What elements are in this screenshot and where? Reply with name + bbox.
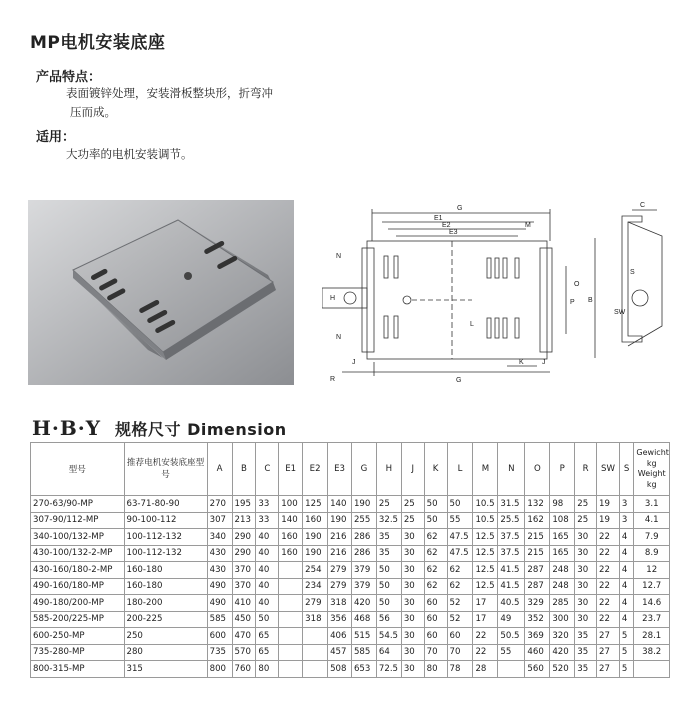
value-cell: 190 <box>303 545 328 562</box>
value-cell: 27 <box>597 661 620 678</box>
table-row <box>31 545 670 562</box>
value-cell: 287 <box>525 578 550 595</box>
value-cell: 30 <box>575 578 597 595</box>
motor-base-cell: 315 <box>124 661 207 678</box>
value-cell: 40 <box>256 529 279 546</box>
header-model: 型号 <box>31 443 125 496</box>
dimension-section-header <box>32 416 287 440</box>
table-row <box>31 578 670 595</box>
value-cell: 5 <box>619 628 634 645</box>
features-line-1: 表面镀锌处理，安装滑板整块形，折弯冲 <box>66 86 273 100</box>
header-M: M <box>473 443 498 496</box>
value-cell: 370 <box>232 578 256 595</box>
value-cell: 19 <box>597 512 620 529</box>
value-cell <box>634 661 670 678</box>
value-cell: 30 <box>575 611 597 628</box>
header-R: R <box>575 443 597 496</box>
value-cell: 290 <box>232 529 256 546</box>
label-E1: E1 <box>434 215 443 222</box>
value-cell: 78 <box>447 661 473 678</box>
value-cell: 19 <box>597 496 620 513</box>
label-H: H <box>330 295 336 302</box>
value-cell: 215 <box>525 545 550 562</box>
value-cell: 470 <box>232 628 256 645</box>
value-cell: 4 <box>619 545 634 562</box>
label-L: L <box>470 321 474 328</box>
value-cell: 3.1 <box>634 496 670 513</box>
value-cell: 12.5 <box>473 545 498 562</box>
value-cell: 40 <box>256 562 279 579</box>
value-cell: 62 <box>424 562 447 579</box>
product-photo <box>28 200 294 385</box>
hby-logo: H·B·Y <box>32 416 102 440</box>
value-cell: 64 <box>376 644 401 661</box>
value-cell: 300 <box>550 611 575 628</box>
table-row <box>31 628 670 645</box>
value-cell: 22 <box>473 628 498 645</box>
value-cell: 72.5 <box>376 661 401 678</box>
label-C: C <box>640 202 646 209</box>
value-cell: 508 <box>328 661 352 678</box>
value-cell: 54.5 <box>376 628 401 645</box>
value-cell: 47.5 <box>447 545 473 562</box>
value-cell: 70 <box>424 644 447 661</box>
model-cell: 600-250-MP <box>31 628 125 645</box>
value-cell: 279 <box>328 562 352 579</box>
value-cell: 460 <box>525 644 550 661</box>
header-E1: E1 <box>279 443 303 496</box>
value-cell: 279 <box>303 595 328 612</box>
value-cell <box>279 628 303 645</box>
value-cell <box>498 661 525 678</box>
value-cell <box>303 628 328 645</box>
label-O: O <box>574 281 580 288</box>
value-cell: 62 <box>424 545 447 562</box>
motor-base-cell: 100-112-132 <box>124 545 207 562</box>
value-cell: 585 <box>207 611 232 628</box>
value-cell <box>303 661 328 678</box>
value-cell: 98 <box>550 496 575 513</box>
value-cell: 318 <box>303 611 328 628</box>
value-cell: 25 <box>575 496 597 513</box>
value-cell: 4 <box>619 529 634 546</box>
value-cell: 279 <box>328 578 352 595</box>
value-cell: 14.6 <box>634 595 670 612</box>
header-H: H <box>376 443 401 496</box>
header-E3: E3 <box>328 443 352 496</box>
value-cell: 356 <box>328 611 352 628</box>
value-cell: 12.5 <box>473 578 498 595</box>
motor-base-cell: 63-71-80-90 <box>124 496 207 513</box>
value-cell: 30 <box>401 661 424 678</box>
value-cell: 30 <box>401 529 424 546</box>
value-cell: 585 <box>351 644 376 661</box>
value-cell: 165 <box>550 545 575 562</box>
value-cell: 430 <box>207 562 232 579</box>
value-cell: 33 <box>256 496 279 513</box>
value-cell: 468 <box>351 611 376 628</box>
value-cell: 213 <box>232 512 256 529</box>
value-cell: 25 <box>401 496 424 513</box>
usage-heading: 适用： <box>36 130 76 145</box>
value-cell: 248 <box>550 562 575 579</box>
value-cell: 420 <box>351 595 376 612</box>
label-J-left: J <box>352 359 356 366</box>
dimension-table <box>30 442 670 678</box>
value-cell: 379 <box>351 578 376 595</box>
value-cell: 50 <box>376 595 401 612</box>
value-cell: 352 <box>525 611 550 628</box>
value-cell: 760 <box>232 661 256 678</box>
value-cell: 60 <box>447 628 473 645</box>
dimension-drawing <box>322 196 674 388</box>
value-cell <box>279 661 303 678</box>
table-row <box>31 512 670 529</box>
value-cell: 62 <box>447 562 473 579</box>
value-cell: 56 <box>376 611 401 628</box>
label-E2: E2 <box>442 222 451 229</box>
value-cell: 60 <box>424 611 447 628</box>
value-cell: 31.5 <box>498 496 525 513</box>
value-cell <box>279 595 303 612</box>
value-cell: 50 <box>376 578 401 595</box>
value-cell: 22 <box>597 578 620 595</box>
value-cell: 270 <box>207 496 232 513</box>
value-cell: 35 <box>376 545 401 562</box>
value-cell: 420 <box>550 644 575 661</box>
value-cell: 30 <box>401 562 424 579</box>
motor-base-cell: 200-225 <box>124 611 207 628</box>
value-cell: 60 <box>424 628 447 645</box>
value-cell: 30 <box>401 611 424 628</box>
motor-base-cell: 160-180 <box>124 562 207 579</box>
value-cell: 285 <box>550 595 575 612</box>
value-cell: 12.5 <box>473 562 498 579</box>
label-SW: SW <box>614 309 626 316</box>
value-cell: 307 <box>207 512 232 529</box>
value-cell: 450 <box>232 611 256 628</box>
value-cell: 80 <box>424 661 447 678</box>
value-cell: 50 <box>424 496 447 513</box>
table-row <box>31 529 670 546</box>
value-cell <box>303 644 328 661</box>
value-cell: 22 <box>597 595 620 612</box>
motor-base-cell: 250 <box>124 628 207 645</box>
value-cell: 25 <box>575 512 597 529</box>
value-cell: 160 <box>303 512 328 529</box>
value-cell: 254 <box>303 562 328 579</box>
value-cell: 35 <box>575 628 597 645</box>
value-cell: 22 <box>597 529 620 546</box>
header-N: N <box>498 443 525 496</box>
header-A: A <box>207 443 232 496</box>
value-cell: 165 <box>550 529 575 546</box>
value-cell: 25 <box>376 496 401 513</box>
value-cell: 12 <box>634 562 670 579</box>
value-cell: 108 <box>550 512 575 529</box>
table-row <box>31 644 670 661</box>
model-cell: 270-63/90-MP <box>31 496 125 513</box>
header-SW: SW <box>597 443 620 496</box>
value-cell: 37.5 <box>498 529 525 546</box>
value-cell: 37.5 <box>498 545 525 562</box>
header-S: S <box>619 443 634 496</box>
value-cell: 47.5 <box>447 529 473 546</box>
value-cell: 55 <box>447 512 473 529</box>
header-motor-base: 推荐电机安装底座型号 <box>124 443 207 496</box>
value-cell: 190 <box>328 512 352 529</box>
table-header-row <box>31 443 670 496</box>
model-cell: 585-200/225-MP <box>31 611 125 628</box>
value-cell: 60 <box>424 595 447 612</box>
value-cell: 28.1 <box>634 628 670 645</box>
value-cell: 3 <box>619 512 634 529</box>
value-cell: 162 <box>525 512 550 529</box>
value-cell: 286 <box>351 545 376 562</box>
usage-text: 大功率的电机安装调节。 <box>66 147 193 161</box>
value-cell: 190 <box>351 496 376 513</box>
value-cell: 10.5 <box>473 512 498 529</box>
model-cell: 490-160/180-MP <box>31 578 125 595</box>
value-cell: 287 <box>525 562 550 579</box>
value-cell: 406 <box>328 628 352 645</box>
value-cell: 140 <box>328 496 352 513</box>
header-weight: Gewicht kg Weight kg <box>634 443 670 496</box>
value-cell: 4.1 <box>634 512 670 529</box>
value-cell: 379 <box>351 562 376 579</box>
header-L: L <box>447 443 473 496</box>
value-cell <box>279 562 303 579</box>
value-cell: 65 <box>256 628 279 645</box>
value-cell: 5 <box>619 644 634 661</box>
header-P: P <box>550 443 575 496</box>
value-cell: 653 <box>351 661 376 678</box>
value-cell: 40 <box>256 545 279 562</box>
header-O: O <box>525 443 550 496</box>
value-cell: 318 <box>328 595 352 612</box>
value-cell: 49 <box>498 611 525 628</box>
value-cell: 520 <box>550 661 575 678</box>
label-G-top: G <box>457 205 463 212</box>
table-row <box>31 661 670 678</box>
header-K: K <box>424 443 447 496</box>
value-cell: 22 <box>473 644 498 661</box>
value-cell: 27 <box>597 628 620 645</box>
value-cell: 50 <box>424 512 447 529</box>
label-R: R <box>330 376 336 383</box>
model-cell: 430-100/132-2-MP <box>31 545 125 562</box>
value-cell: 70 <box>447 644 473 661</box>
value-cell: 560 <box>525 661 550 678</box>
label-E3: E3 <box>449 229 458 236</box>
value-cell: 30 <box>575 529 597 546</box>
value-cell: 735 <box>207 644 232 661</box>
motor-base-cell: 280 <box>124 644 207 661</box>
value-cell: 62 <box>424 529 447 546</box>
value-cell: 255 <box>351 512 376 529</box>
value-cell: 195 <box>232 496 256 513</box>
value-cell: 62 <box>447 578 473 595</box>
model-cell: 800-315-MP <box>31 661 125 678</box>
motor-base-cell: 90-100-112 <box>124 512 207 529</box>
value-cell: 17 <box>473 595 498 612</box>
table-row <box>31 611 670 628</box>
value-cell: 12.5 <box>473 529 498 546</box>
value-cell: 25 <box>401 512 424 529</box>
value-cell: 32.5 <box>376 512 401 529</box>
value-cell: 27 <box>597 644 620 661</box>
value-cell: 35 <box>575 661 597 678</box>
model-cell: 340-100/132-MP <box>31 529 125 546</box>
value-cell: 3 <box>619 496 634 513</box>
header-G: G <box>351 443 376 496</box>
label-B: B <box>588 297 593 304</box>
value-cell: 50 <box>447 496 473 513</box>
value-cell: 30 <box>575 545 597 562</box>
value-cell: 457 <box>328 644 352 661</box>
header-C: C <box>256 443 279 496</box>
value-cell: 515 <box>351 628 376 645</box>
value-cell <box>279 611 303 628</box>
model-cell: 307-90/112-MP <box>31 512 125 529</box>
value-cell: 8.9 <box>634 545 670 562</box>
value-cell: 4 <box>619 611 634 628</box>
value-cell: 50 <box>256 611 279 628</box>
value-cell: 490 <box>207 578 232 595</box>
value-cell: 369 <box>525 628 550 645</box>
value-cell: 30 <box>575 595 597 612</box>
value-cell: 370 <box>232 562 256 579</box>
value-cell: 490 <box>207 595 232 612</box>
value-cell: 65 <box>256 644 279 661</box>
value-cell: 10.5 <box>473 496 498 513</box>
value-cell: 35 <box>575 644 597 661</box>
value-cell: 320 <box>550 628 575 645</box>
motor-base-cell: 180-200 <box>124 595 207 612</box>
value-cell: 30 <box>401 628 424 645</box>
label-K: K <box>519 359 524 366</box>
value-cell: 5 <box>619 661 634 678</box>
value-cell: 410 <box>232 595 256 612</box>
value-cell: 329 <box>525 595 550 612</box>
value-cell: 7.9 <box>634 529 670 546</box>
value-cell: 41.5 <box>498 578 525 595</box>
value-cell: 248 <box>550 578 575 595</box>
header-E2: E2 <box>303 443 328 496</box>
table-row <box>31 496 670 513</box>
value-cell: 30 <box>575 562 597 579</box>
value-cell: 30 <box>401 595 424 612</box>
value-cell <box>279 578 303 595</box>
value-cell: 23.7 <box>634 611 670 628</box>
label-N-top: N <box>336 253 342 260</box>
value-cell: 286 <box>351 529 376 546</box>
label-J-right: J <box>542 359 546 366</box>
label-S: S <box>630 269 635 276</box>
value-cell: 40 <box>256 578 279 595</box>
features-line-2: 压而成。 <box>70 105 116 119</box>
value-cell: 28 <box>473 661 498 678</box>
value-cell: 30 <box>401 545 424 562</box>
value-cell: 234 <box>303 578 328 595</box>
value-cell: 140 <box>279 512 303 529</box>
section-title: 规格尺寸 Dimension <box>115 419 287 439</box>
table-row <box>31 562 670 579</box>
value-cell: 132 <box>525 496 550 513</box>
label-G-bottom: G <box>456 377 462 384</box>
value-cell: 17 <box>473 611 498 628</box>
table-row <box>31 595 670 612</box>
page-title: MP电机安装底座 <box>30 33 166 53</box>
value-cell: 50 <box>376 562 401 579</box>
features-heading: 产品特点： <box>36 70 102 85</box>
label-N-bottom: N <box>336 334 342 341</box>
value-cell: 22 <box>597 562 620 579</box>
value-cell: 4 <box>619 578 634 595</box>
value-cell: 22 <box>597 545 620 562</box>
value-cell: 216 <box>328 545 352 562</box>
value-cell: 216 <box>328 529 352 546</box>
model-cell: 430-160/180-2-MP <box>31 562 125 579</box>
value-cell: 41.5 <box>498 562 525 579</box>
value-cell: 160 <box>279 545 303 562</box>
value-cell: 52 <box>447 611 473 628</box>
label-P: P <box>570 299 575 306</box>
model-cell: 490-180/200-MP <box>31 595 125 612</box>
value-cell: 30 <box>401 644 424 661</box>
value-cell: 30 <box>401 578 424 595</box>
value-cell: 190 <box>303 529 328 546</box>
value-cell: 12.7 <box>634 578 670 595</box>
value-cell <box>279 644 303 661</box>
motor-base-cell: 160-180 <box>124 578 207 595</box>
value-cell: 430 <box>207 545 232 562</box>
header-J: J <box>401 443 424 496</box>
value-cell: 4 <box>619 595 634 612</box>
value-cell: 25.5 <box>498 512 525 529</box>
value-cell: 38.2 <box>634 644 670 661</box>
motor-base-cell: 100-112-132 <box>124 529 207 546</box>
value-cell: 100 <box>279 496 303 513</box>
value-cell: 125 <box>303 496 328 513</box>
value-cell: 33 <box>256 512 279 529</box>
value-cell: 22 <box>597 611 620 628</box>
value-cell: 4 <box>619 562 634 579</box>
label-M: M <box>525 222 531 229</box>
value-cell: 40.5 <box>498 595 525 612</box>
value-cell: 35 <box>376 529 401 546</box>
value-cell: 290 <box>232 545 256 562</box>
value-cell: 340 <box>207 529 232 546</box>
value-cell: 570 <box>232 644 256 661</box>
value-cell: 80 <box>256 661 279 678</box>
header-B: B <box>232 443 256 496</box>
value-cell: 55 <box>498 644 525 661</box>
value-cell: 800 <box>207 661 232 678</box>
value-cell: 62 <box>424 578 447 595</box>
value-cell: 52 <box>447 595 473 612</box>
value-cell: 215 <box>525 529 550 546</box>
value-cell: 600 <box>207 628 232 645</box>
value-cell: 160 <box>279 529 303 546</box>
model-cell: 735-280-MP <box>31 644 125 661</box>
value-cell: 40 <box>256 595 279 612</box>
value-cell: 50.5 <box>498 628 525 645</box>
